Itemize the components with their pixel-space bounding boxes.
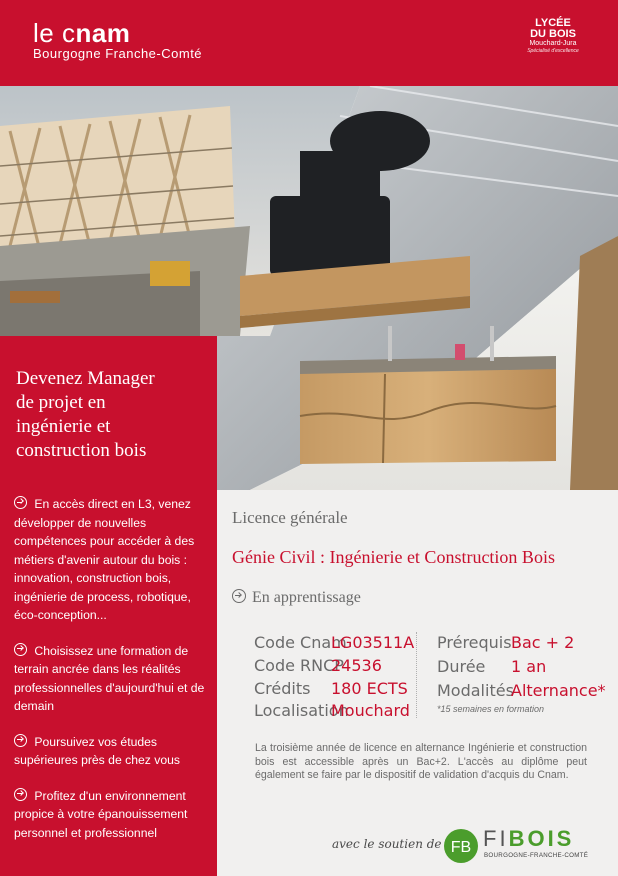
arrow-circle-icon xyxy=(14,734,27,747)
cnam-region: Bourgogne Franche-Comté xyxy=(33,46,203,61)
study-mode xyxy=(232,589,361,607)
arrow-circle-icon xyxy=(14,496,27,509)
headline-line: construction bois xyxy=(16,440,147,461)
fibois-bois: BOIS xyxy=(508,826,575,851)
support-text: avec le soutien de xyxy=(332,837,442,851)
cnam-logo[interactable] xyxy=(33,20,202,61)
fibois-region: BOURGOGNE-FRANCHE-COMTÉ xyxy=(484,852,589,859)
info-label: Durée xyxy=(437,657,486,676)
arrow-circle-icon xyxy=(14,643,27,656)
footnote: *15 semaines en formation xyxy=(437,704,545,714)
info-label: Crédits xyxy=(254,679,311,698)
benefit-text: Profitez d'un environnement propice à votre épanouissement personnel et professionnel xyxy=(14,788,188,840)
headline-line: de projet en xyxy=(16,392,106,413)
benefit-item xyxy=(14,733,209,770)
lycee-line3: Mouchard-Jura xyxy=(529,40,577,47)
lycee-line4: Spécialisé d'excellence xyxy=(527,48,579,54)
lycee-du-bois-logo[interactable] xyxy=(520,18,586,54)
study-mode-label: En apprentissage xyxy=(252,589,361,606)
headline-line: Devenez Manager xyxy=(16,368,155,389)
info-value: 24536 xyxy=(331,656,382,675)
arrow-circle-icon xyxy=(232,589,246,603)
lycee-line2: DU BOIS xyxy=(530,28,576,40)
cnam-logo-bold: nam xyxy=(75,18,131,48)
info-value: 180 ECTS xyxy=(331,679,408,698)
benefit-item xyxy=(14,642,209,716)
arrow-circle-icon xyxy=(14,788,27,801)
info-label: Modalités xyxy=(437,681,514,700)
benefit-text: Choisissez une formation de terrain ancrée dans les réalités professionnelles d'aujourd'hui et de demain xyxy=(14,643,205,713)
header-band xyxy=(0,0,618,86)
degree-type: Licence générale xyxy=(232,508,348,527)
fibois-mark-icon xyxy=(443,828,479,864)
info-label: Prérequis xyxy=(437,633,512,652)
program-description: La troisième année de licence en alternance Ingénierie et construction bois est accessible après un Bac+2. L'accès au diplôme peut également se faire par le dispositif de validation d'acquis du Cnam. xyxy=(255,742,587,781)
info-value: Alternance* xyxy=(511,681,606,700)
fibois-fi: FI xyxy=(483,826,509,851)
benefit-list xyxy=(14,495,209,859)
fibois-logo[interactable] xyxy=(483,828,574,850)
benefit-text: Poursuivez vos études supérieures près de chez vous xyxy=(14,734,180,767)
info-value: LG03511A xyxy=(331,633,415,652)
benefit-item xyxy=(14,787,209,843)
headline xyxy=(16,367,211,463)
info-divider xyxy=(416,632,417,718)
info-label: Code Cnam xyxy=(254,633,347,652)
info-value: 1 an xyxy=(511,657,547,676)
cnam-logo-prefix: le c xyxy=(33,18,76,48)
headline-line: ingénierie et xyxy=(16,416,111,437)
info-label: Localisation xyxy=(254,701,349,720)
benefit-item xyxy=(14,495,209,625)
program-name: Génie Civil : Ingénierie et Construction Bois xyxy=(232,547,555,567)
info-value: Mouchard xyxy=(331,701,410,720)
info-value: Bac + 2 xyxy=(511,633,575,652)
benefit-text: En accès direct en L3, venez développer de nouvelles compétences pour accéder à des métiers d'avenir autour du bois : innovation, construction bois, ingénierie de process, robotique, éco-conception... xyxy=(14,497,195,622)
info-label: Code RNCP xyxy=(254,656,344,675)
fibois-mark-text: FB xyxy=(450,839,472,856)
lycee-line1: LYCÉE xyxy=(535,17,571,29)
